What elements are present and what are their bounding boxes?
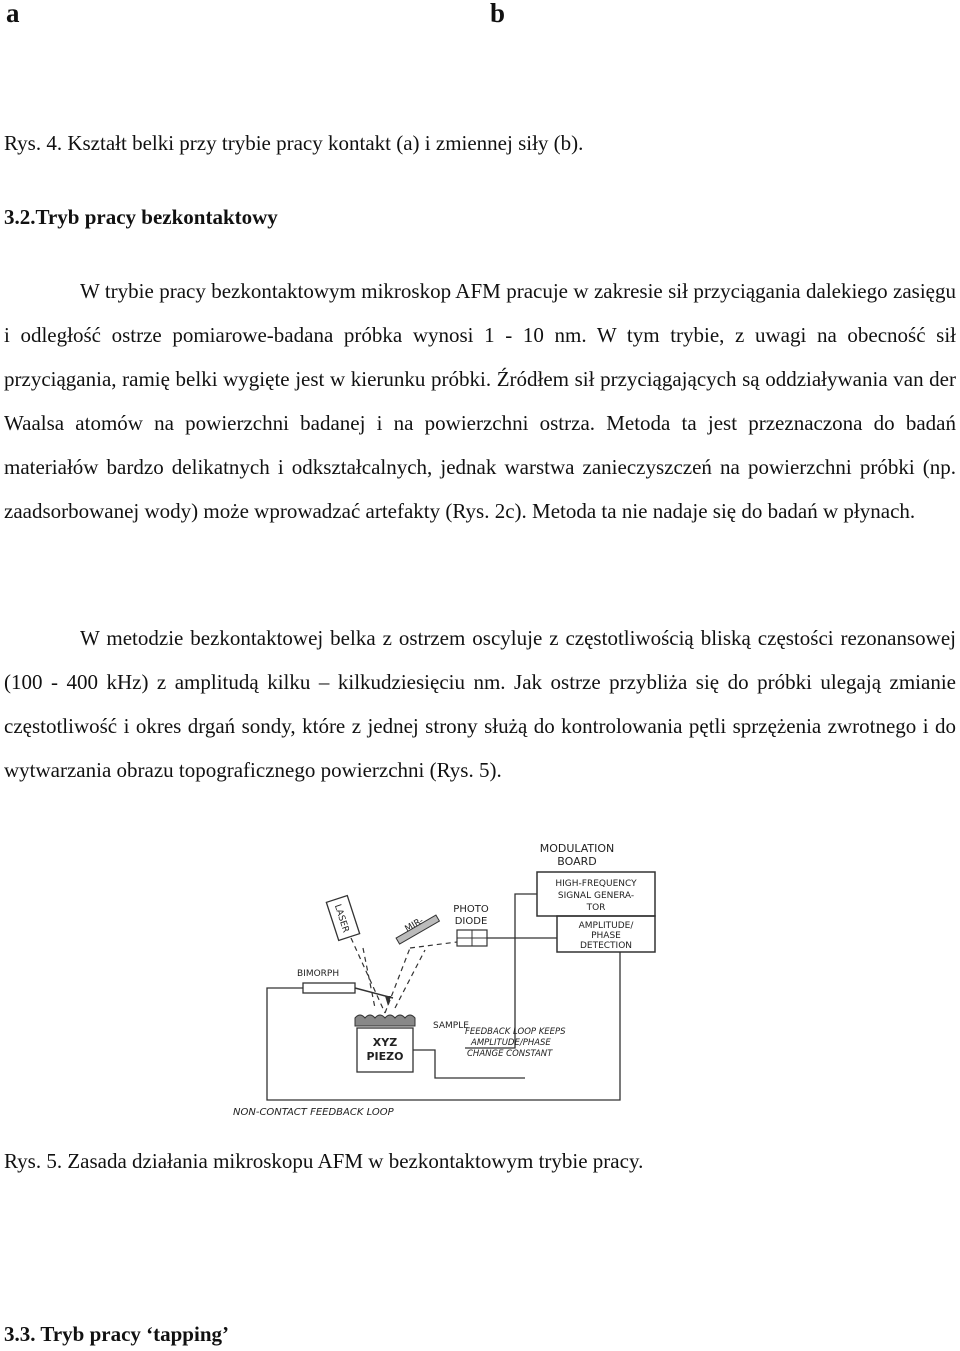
feedback-note-1: FEEDBACK LOOP KEEPS [465,1027,566,1037]
piezo-label-1: XYZ [372,1036,398,1049]
section-heading-3-2: 3.2.Tryb pracy bezkontaktowy [4,205,278,229]
photo-diode [453,904,557,946]
paragraph-2: W metodzie bezkontaktowej belka z ostrzem oscyluje z częstotliwością bliską częstości rezonansowej (100 - 400 kHz) z amplitudą kilku – kilkudziesięciu nm. Jak ostrze przybliża się do próbki ulegają zmianie częstotliwość i okres drgań sondy, które z jednej strony służą do kontrolowania pętli sprzężenia zwrotnego i do wytwarzania obrazu topograficznego powierzchni (Rys. 5). [4,626,956,782]
modulation-board-label-1: MODULATION [539,842,615,855]
generator-label-3: TOR [586,903,606,913]
detection-label-1: AMPLITUDE/ [578,921,634,931]
figure-label-b: b [490,0,506,28]
detection-label-3: DETECTION [579,941,633,951]
photo-diode-label-2: DIODE [454,916,488,927]
sample-label: SAMPLE [433,1021,469,1031]
mirror [396,915,439,944]
figure-label-a: a [6,0,20,28]
feedback-loop-wiring [267,894,620,1100]
bimorph [297,969,393,1006]
generator-label-1: HIGH-FREQUENCY [555,879,637,889]
modulation-board [537,842,655,952]
section-heading-3-3: 3.3. Tryb pracy ‘tapping’ [4,1322,229,1346]
generator-label-2: SIGNAL GENERA- [557,891,635,901]
feedback-note-3: CHANGE CONSTANT [467,1049,553,1059]
laser-beam [351,938,457,1013]
piezo-label-2: PIEZO [366,1050,404,1063]
figure-4-caption: Rys. 4. Kształt belki przy trybie pracy kontakt (a) i zmiennej siły (b). [4,131,584,155]
laser [326,896,359,941]
laser-label: LASER [331,903,351,934]
photo-diode-label-1: PHOTO [453,904,489,915]
xyz-piezo [357,1028,413,1072]
figure-5-caption: Rys. 5. Zasada działania mikroskopu AFM w bezkontaktowym trybie pracy. [4,1149,644,1173]
non-contact-loop-title: NON-CONTACT FEEDBACK LOOP [233,1107,394,1118]
detection-label-2: PHASE [591,931,621,941]
mirror-label: MIR- [403,916,426,935]
feedback-note-2: AMPLITUDE/PHASE [471,1038,551,1048]
bimorph-label: BIMORPH [297,969,340,979]
afm-non-contact-diagram [225,838,665,1120]
paragraph-1: W trybie pracy bezkontaktowym mikroskop AFM pracuje w zakresie sił przyciągania dalekiego zasięgu i odległość ostrze pomiarowe-badana próbka wynosi 1 - 10 nm. W tym trybie, z uwagi na obecność sił przyciągania, ramię belki wygięte jest w kierunku próbki. Źródłem sił przyciągających są oddziaływania van der Waalsa atomów na powierzchni badanej i na powierzchni ostrza. Metoda ta jest przeznaczona do badań materiałów bardzo delikatnych i odkształcalnych, jednak warstwa zanieczyszczeń na powierzchni próbki (np. zaadsorbowanej wody) może wprowadzać artefakty (Rys. 2c). Metoda ta nie nadaje się do badań w płynach. [4,279,956,523]
modulation-board-label-2: BOARD [557,855,597,868]
